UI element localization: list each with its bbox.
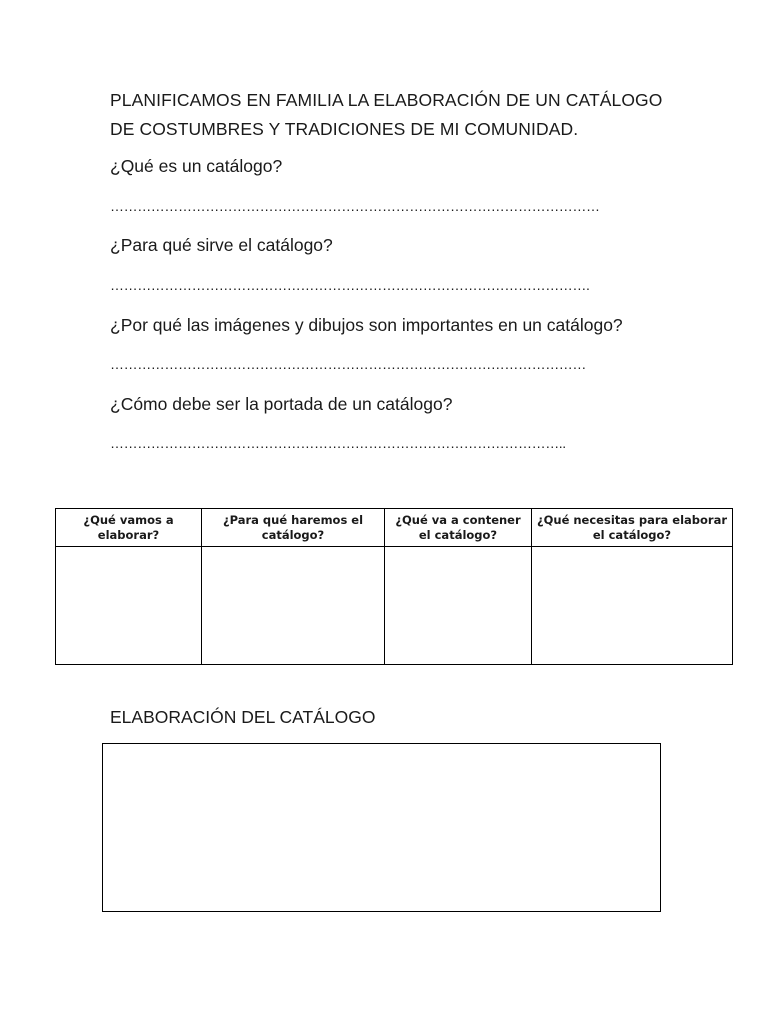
question-2: ¿Para qué sirve el catálogo? xyxy=(110,235,333,255)
answer-cell-2[interactable] xyxy=(202,547,385,665)
title-line-1: PLANIFICAMOS EN FAMILIA LA ELABORACIÓN DE UN CATÁLOGO xyxy=(110,90,663,110)
table-header-row xyxy=(56,509,733,547)
section-title: ELABORACIÓN DEL CATÁLOGO xyxy=(110,707,376,727)
catalog-drawing-box[interactable] xyxy=(102,743,661,912)
answer-cell-4[interactable] xyxy=(532,547,733,665)
answer-line-2[interactable]: ……………………………………………………………………………………………. xyxy=(110,277,590,293)
title-line-2: DE COSTUMBRES Y TRADICIONES DE MI COMUNIDAD. xyxy=(110,119,579,139)
question-4: ¿Cómo debe ser la portada de un catálogo? xyxy=(110,394,453,414)
answer-cell-1[interactable] xyxy=(56,547,202,665)
table-row xyxy=(56,547,733,665)
header-que-necesitas: ¿Qué necesitas para elaborar el catálogo? xyxy=(532,509,733,547)
question-3: ¿Por qué las imágenes y dibujos son importantes en un catálogo? xyxy=(110,315,623,335)
answer-line-4[interactable]: ……………………………………………………………………………………….. xyxy=(110,435,566,451)
header-que-vamos-a-elaborar: ¿Qué vamos a elaborar? xyxy=(56,509,202,547)
answer-line-1[interactable]: ……………………………………………………………………………………………… xyxy=(110,198,600,214)
header-para-que-haremos: ¿Para qué haremos el catálogo? xyxy=(202,509,385,547)
planning-table xyxy=(55,508,733,665)
answer-line-3[interactable]: …………………………………………………………………………………………… xyxy=(110,356,587,372)
header-que-va-a-contener: ¿Qué va a contener el catálogo? xyxy=(385,509,532,547)
answer-cell-3[interactable] xyxy=(385,547,532,665)
worksheet-title xyxy=(110,86,662,144)
question-1: ¿Qué es un catálogo? xyxy=(110,156,283,176)
